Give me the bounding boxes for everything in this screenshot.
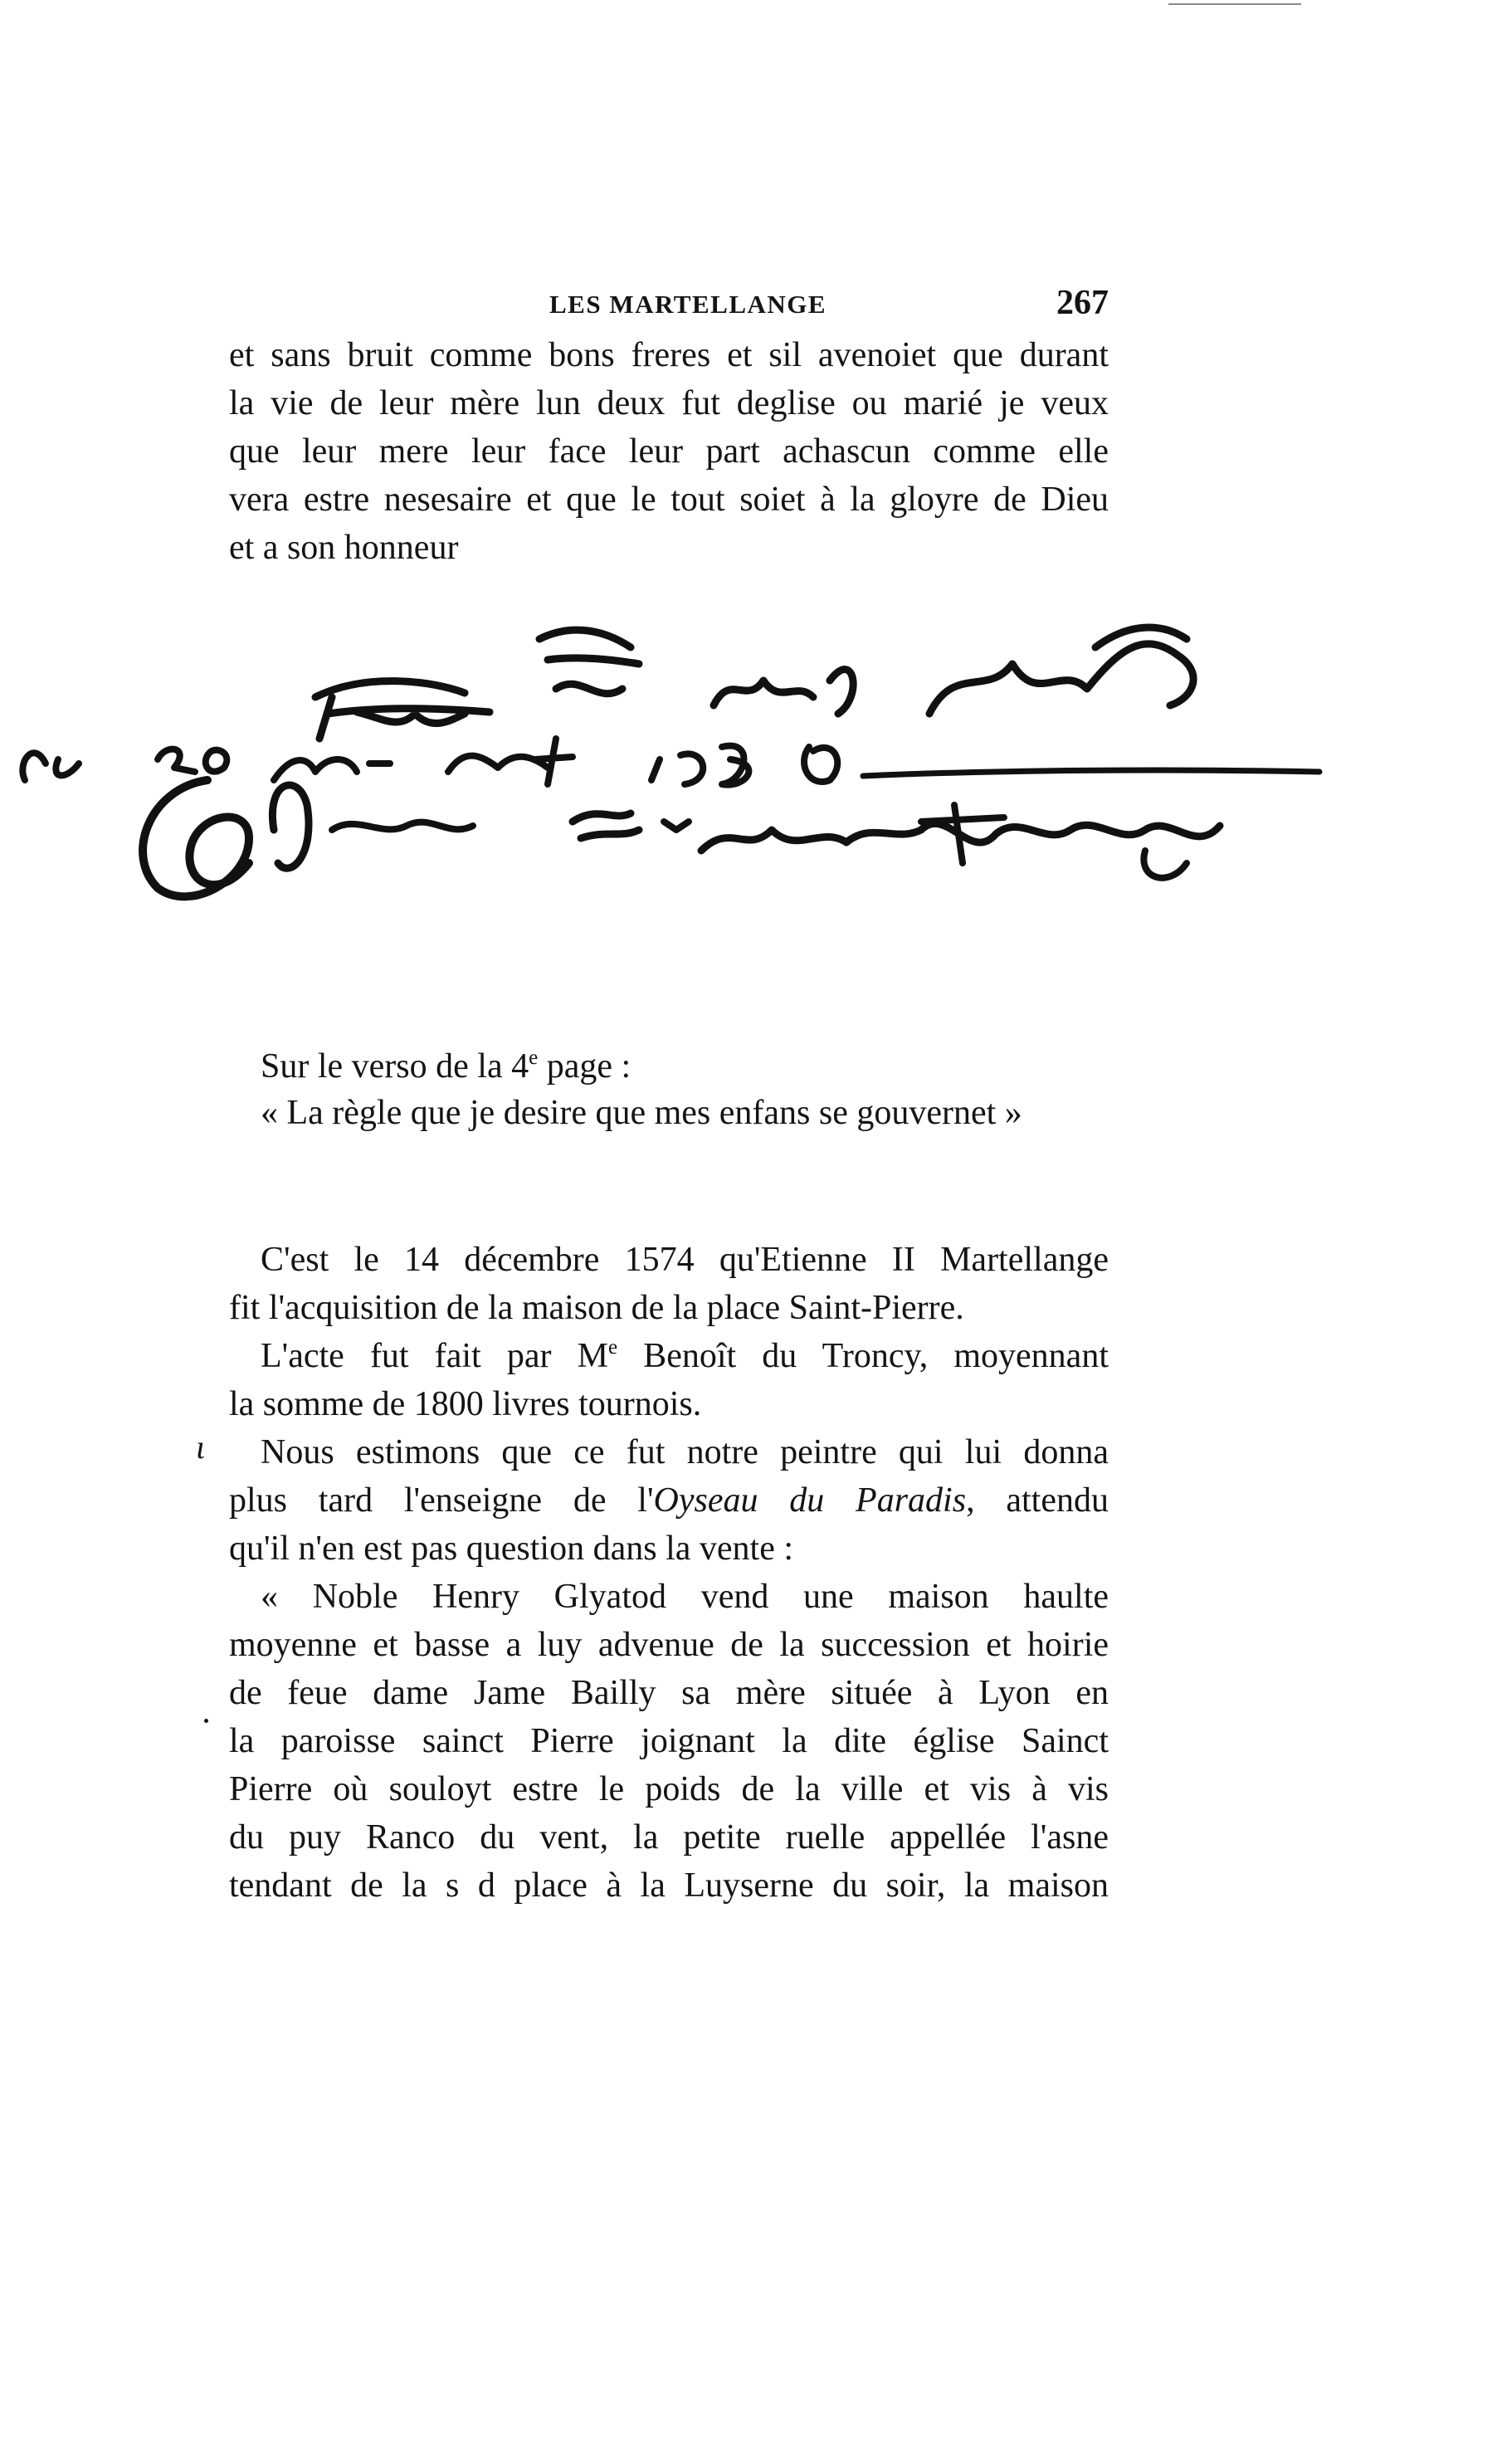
text-span: Benoît du Troncy, moyennant [617, 1337, 1109, 1375]
text-span: , attendu [966, 1481, 1109, 1520]
text-line: vera estre nesesaire et que le tout soiet à la gloyre de Dieu [229, 481, 1109, 519]
running-header [229, 283, 1109, 324]
signature-drawing [0, 614, 1497, 963]
text-line [229, 1332, 1109, 1380]
text-line [229, 1476, 1109, 1525]
text-line: que leur mere leur face leur part achascun comme elle [229, 432, 1109, 471]
text-line: la vie de leur mère lun deux fut deglise ou marié je veux [229, 384, 1109, 422]
quote-line: Pierre où souloyt estre le poids de la ville et vis à vis [229, 1770, 1109, 1808]
text-span: L'acte fut fait par M [261, 1337, 608, 1375]
text-line: qu'il n'en est pas question dans la vente : [229, 1530, 793, 1568]
text-line: Nous estimons que ce fut notre peintre qui lui donna [261, 1433, 1109, 1471]
text-line: fit l'acquisition de la maison de la place Saint-Pierre. [229, 1289, 964, 1327]
text-span: plus tard l'enseigne de l' [229, 1481, 654, 1520]
testament-excerpt [229, 331, 1109, 572]
margin-dot [204, 1719, 208, 1723]
handwritten-signature [0, 614, 1497, 963]
quote-line: du puy Ranco du vent, la petite ruelle appellée l'asne [229, 1818, 1109, 1857]
superscript: e [607, 1336, 618, 1359]
verso-quote-line: « La règle que je desire que mes enfans se gouvernet » [261, 1094, 1022, 1132]
quote-line: de feue dame Jame Bailly sa mère située à Lyon en [229, 1674, 1109, 1712]
text-line: et sans bruit comme bons freres et sil avenoiet que durant [229, 336, 1109, 374]
page-number: 267 [1056, 284, 1109, 322]
verso-label-line [229, 1043, 1109, 1090]
body-text [229, 1236, 1109, 1910]
superscript: e [529, 1047, 539, 1069]
text-line: la somme de 1800 livres tournois. [229, 1385, 702, 1423]
text-line: C'est le 14 décembre 1574 qu'Etienne II Martellange [261, 1241, 1109, 1279]
quote-line: la paroisse sainct Pierre joignant la dite église Sainct [229, 1722, 1109, 1760]
quote-line: moyenne et basse a luy advenue de la succession et hoirie [229, 1626, 1109, 1664]
running-title: LES MARTELLANGE [549, 290, 827, 319]
text-line: et a son honneur [229, 529, 459, 567]
quote-line: tendant de la s d place à la Luyserne du soir, la maison [229, 1866, 1109, 1905]
italic-title: Oyseau du Paradis [653, 1481, 967, 1520]
quote-line: « Noble Henry Glyatod vend une maison haulte [261, 1578, 1109, 1616]
margin-mark: ɩ [196, 1428, 206, 1466]
verso-text: Sur le verso de la 4 [261, 1047, 529, 1086]
verso-note [229, 1043, 1109, 1136]
scan-edge-line [1168, 3, 1301, 5]
verso-text: page : [538, 1047, 631, 1086]
